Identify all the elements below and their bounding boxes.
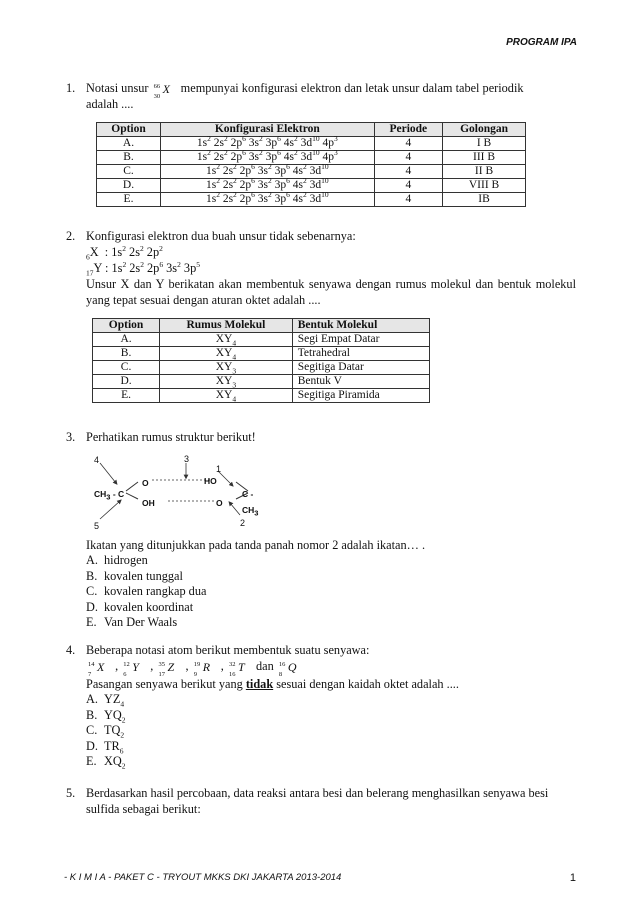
th-option: Option — [97, 123, 161, 137]
q1-table — [96, 122, 526, 207]
atom-o-right: O — [216, 498, 223, 508]
q1-text-b: mempunyai konfigurasi elektron dan letak unsur dalam tabel periodik — [180, 81, 524, 95]
arrow-label-4: 4 — [94, 455, 100, 465]
th-periode: Periode — [374, 123, 442, 137]
q2-question: Unsur X dan Y berikatan akan membentuk senyawa dengan rumus molekul dan bentuk molekul yang tepat sesuai dengan aturan oktet adalah .... — [86, 277, 576, 307]
arrow-label-5: 5 — [94, 521, 100, 531]
q5-text: Berdasarkan hasil percobaan, data reaksi antara besi dan belerang menghasilkan senyawa besi sulfida sebagai berikut: — [86, 786, 549, 816]
table-row: E. $XY_4$ Segitiga Piramida — [93, 389, 430, 403]
list-item: B. kovalen tunggal — [86, 568, 183, 583]
q3-question: Ikatan yang ditunjukkan pada tanda panah nomor 2 adalah ikatan… . — [86, 538, 426, 552]
list-item: C. kovalen rangkap dua — [86, 584, 207, 598]
q1-text-c: adalah .... — [86, 97, 134, 112]
q2-line1: Konfigurasi elektron dua buah unsur tidak sebenarnya: — [86, 229, 356, 243]
question-5 — [66, 785, 576, 817]
atom-ch3-left: $CH_3$ - C — [94, 489, 125, 502]
list-item: D. $TR_6$ — [86, 738, 124, 755]
q3-text: Perhatikan rumus struktur berikut! — [86, 430, 256, 444]
list-item: A. hidrogen — [86, 553, 148, 567]
q2-config-y: $_{17}$Y : $1s^2$ $2s^2$ $2p^6$ $3s^2$ $3p^5$ — [86, 259, 200, 278]
arrow-label-3: 3 — [184, 454, 190, 464]
page-number: 1 — [569, 872, 576, 884]
th-golongan: Golongan — [443, 123, 526, 137]
page-footer — [64, 872, 576, 883]
q1-text-a: Notasi unsur — [86, 81, 149, 95]
question-4 — [66, 642, 576, 770]
question-number: 4. — [66, 643, 76, 657]
q4-text: Beberapa notasi atom berikut membentuk suatu senyawa: — [86, 643, 370, 657]
table-row: C. $1s^2$ $2s^2$ $2p^6$ $3s^2$ $3p^6$ $4s^2$ $3d^{10}$ 4 II B — [97, 165, 526, 179]
list-item: A. $YZ_4$ — [86, 692, 125, 709]
th-bentuk: Bentuk Molekul — [292, 319, 429, 333]
table-row: B. $XY_4$ Tetrahedral — [93, 347, 430, 361]
atom-ch3-right: C - $CH_3$ — [242, 489, 259, 518]
table-row: B. $1s^2$ $2s^2$ $2p^6$ $3s^2$ $3p^6$ $4s^2$ $3d^{10}$ $4p^3$ 4 III B — [97, 151, 526, 165]
q4-question: Pasangan senyawa berikut yang tidak sesuai dengan kaidah oktet adalah .... — [86, 677, 459, 691]
q2-table — [92, 318, 430, 403]
list-item: D. kovalen koordinat — [86, 599, 194, 614]
question-3 — [66, 429, 576, 631]
table-row: C. $XY_3$ Segitiga Datar — [93, 361, 430, 375]
list-item: E. Van Der Waals — [86, 615, 178, 629]
question-1 — [66, 80, 576, 207]
th-konfigurasi: Konfigurasi Elektron — [161, 123, 375, 137]
question-number: 1. — [66, 81, 76, 95]
table-row: A. $XY_4$ Segi Empat Datar — [93, 333, 430, 347]
question-number: 5. — [66, 786, 76, 800]
question-number: 2. — [66, 229, 76, 243]
th-option: Option — [93, 319, 160, 333]
structure-diagram — [92, 451, 272, 531]
table-row: D. $1s^2$ $2s^2$ $2p^6$ $3s^2$ $3p^6$ $4s^2$ $3d^{10}$ 4 VIII B — [97, 179, 526, 193]
th-rumus: Rumus Molekul — [160, 319, 293, 333]
page-header: PROGRAM IPA — [506, 37, 577, 48]
table-row: D. $XY_3$ Bentuk V — [93, 375, 430, 389]
question-number: 3. — [66, 430, 76, 444]
q4-nuclides: 14 7 X , 12 6 Y , 35 17 Z , 19 9 R , 32 16 T dan 16 8 Q — [88, 659, 297, 679]
footer-text: - K I M I A - PAKET C - TRYOUT MKKS DKI JAKARTA 2013-2014 — [64, 872, 342, 883]
atom-ho-right: HO — [204, 476, 217, 486]
table-row: E. $1s^2$ $2s^2$ $2p^6$ $3s^2$ $3p^6$ $4s^2$ $3d^{10}$ 4 IB — [97, 193, 526, 207]
atom-o-left: O — [142, 478, 149, 488]
atom-oh-left: OH — [142, 498, 155, 508]
arrow-label-2: 2 — [240, 518, 246, 528]
list-item: C. $TQ_2$ — [86, 723, 125, 740]
arrow-label-1: 1 — [216, 464, 222, 474]
list-item: B. $YQ_2$ — [86, 707, 126, 724]
q2-config-x: $_6$X : $1s^2$ $2s^2$ $2p^2$ — [86, 243, 163, 262]
list-item: E. $XQ_2$ — [86, 754, 126, 771]
nuclide-x: 66 30 X — [153, 82, 170, 101]
question-2 — [66, 228, 576, 403]
table-row: A. $1s^2$ $2s^2$ $2p^6$ $3s^2$ $3p^6$ $4s^2$ $3d^{10}$ $4p^3$ 4 I B — [97, 137, 526, 151]
